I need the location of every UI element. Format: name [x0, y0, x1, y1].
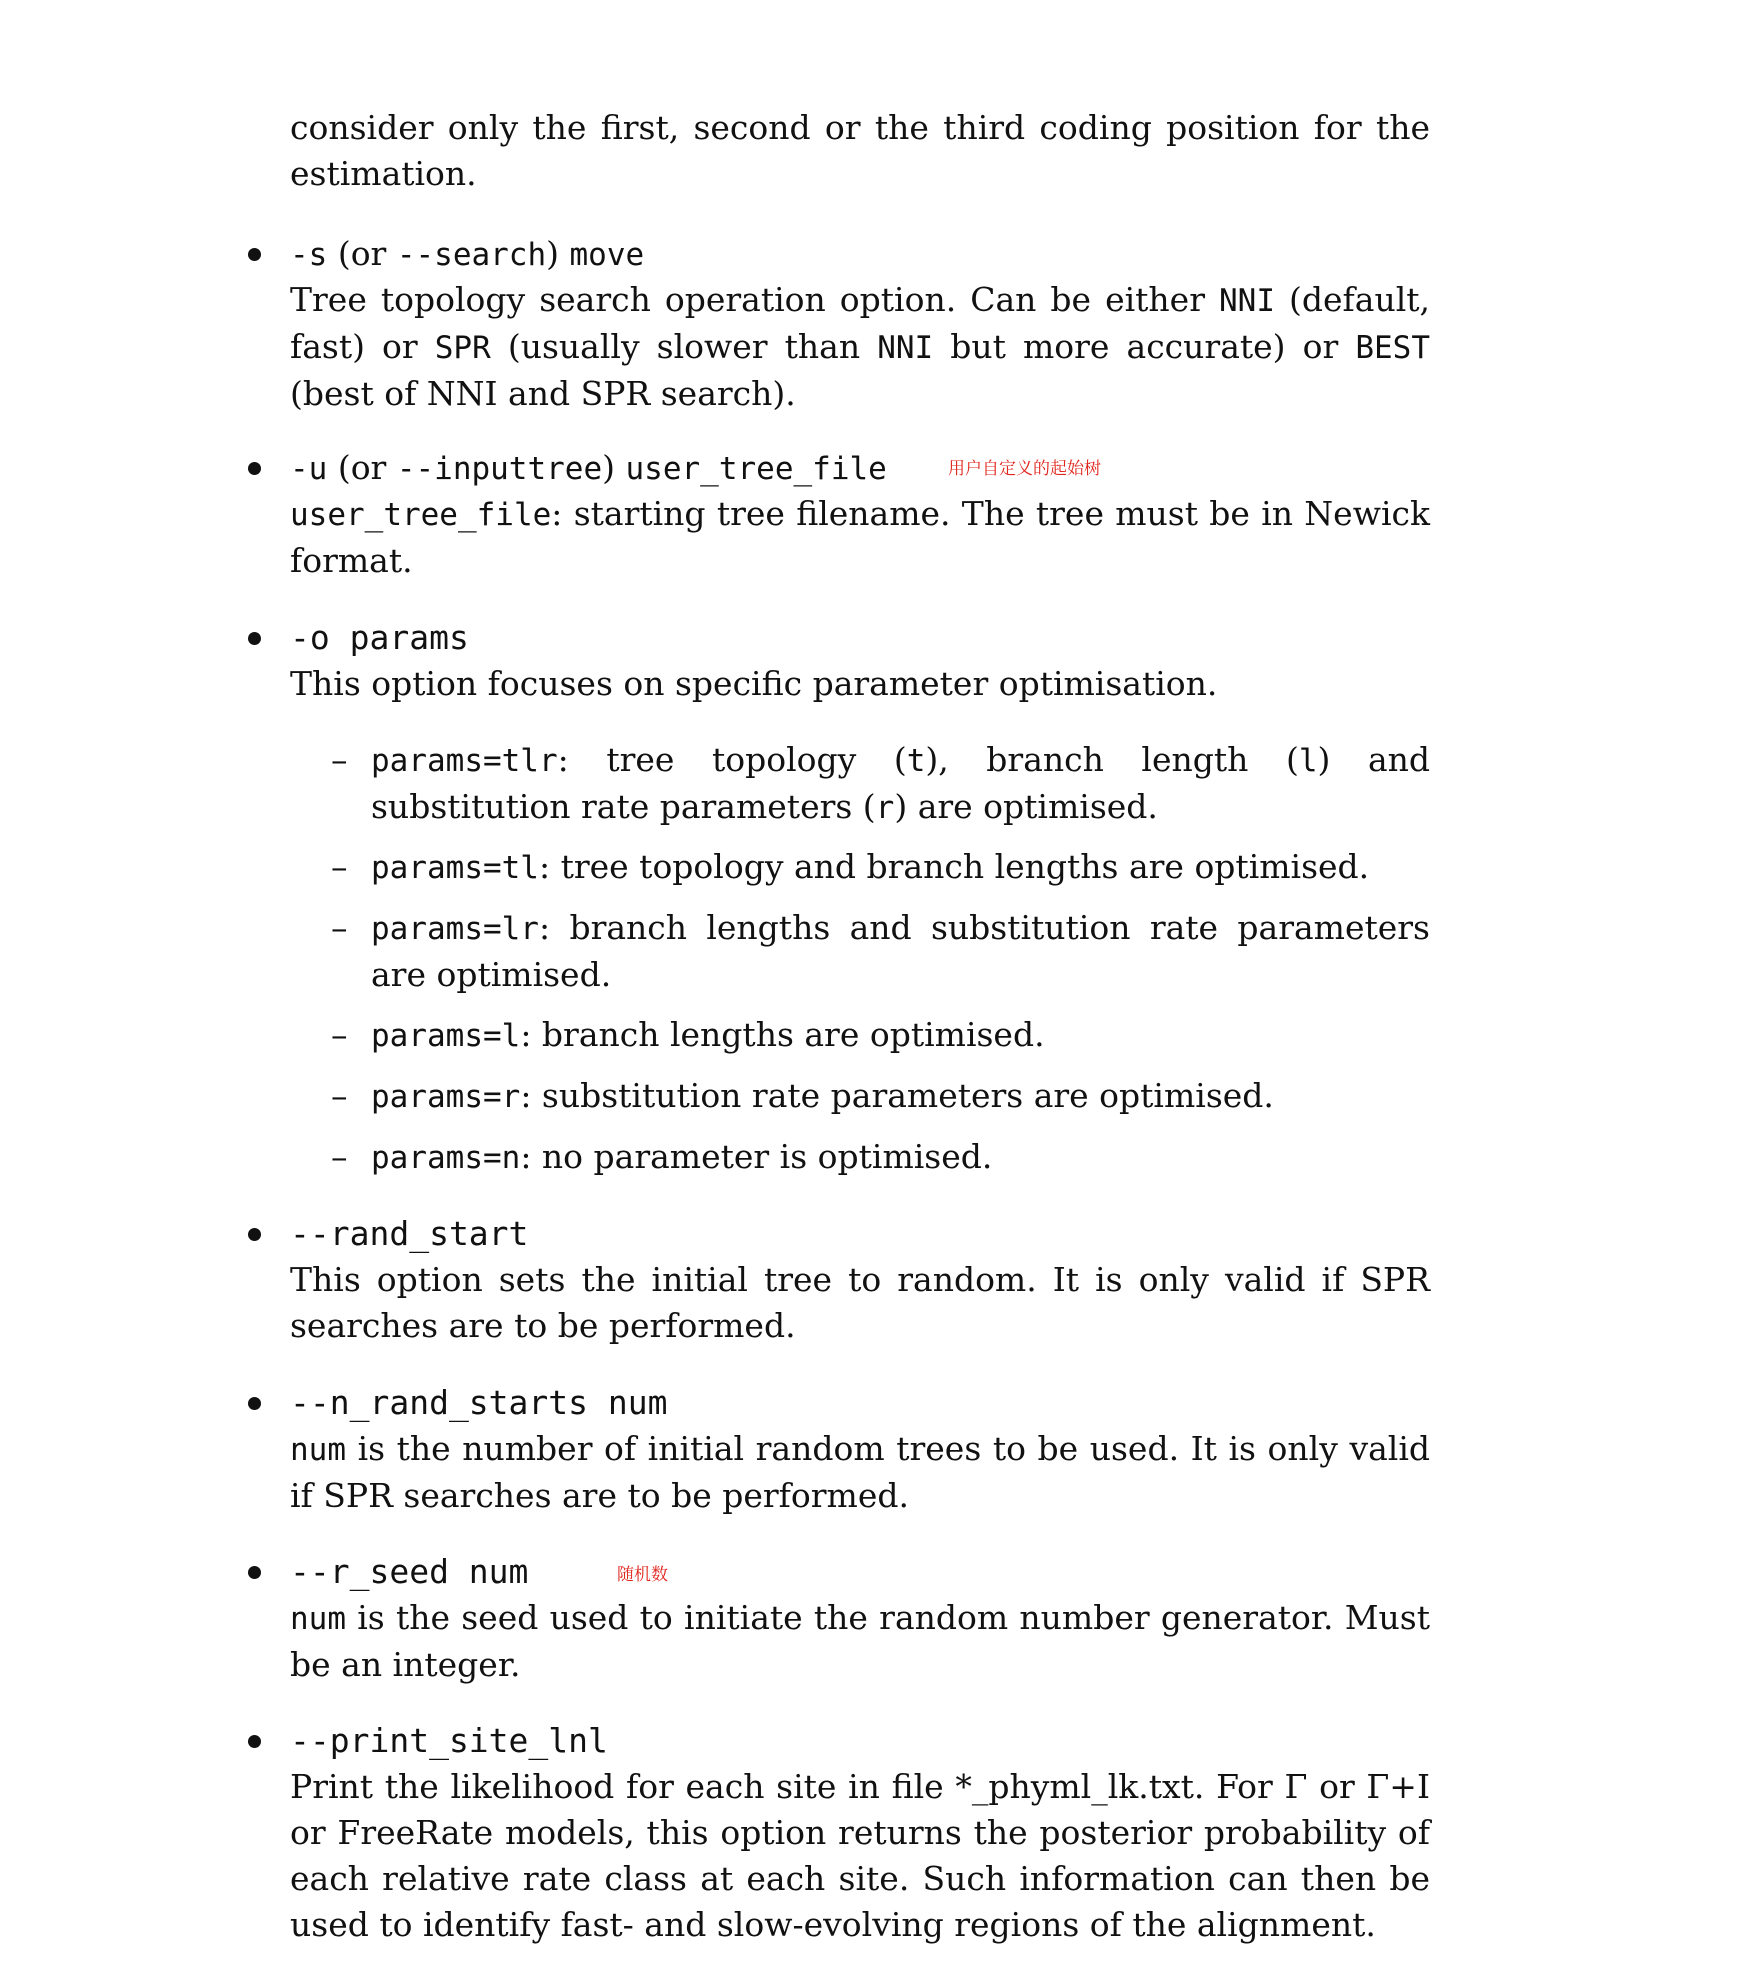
- option-n-rand-starts: [290, 1380, 1430, 1519]
- params-subitem: – params=lr: branch lengths and substitution rate parameters are optimised.: [331, 908, 1430, 994]
- bullet-icon: [248, 248, 261, 261]
- intro-paragraph: [290, 105, 1430, 197]
- option-r-seed-heading: --r_seed num: [290, 1552, 529, 1591]
- option-r-seed-description: num is the seed used to initiate the random number generator. Must be an integer.: [290, 1598, 1430, 1684]
- option-search-heading: -s (or --search) move: [290, 234, 645, 273]
- intro-text: consider only the first, second or the third coding position for the estimation.: [290, 108, 1430, 193]
- option-params-heading: -o params: [290, 618, 469, 657]
- bullet-icon: [248, 1228, 261, 1241]
- option-print-site-lnl-heading: --print_site_lnl: [290, 1721, 608, 1760]
- bullet-icon: [248, 462, 261, 475]
- option-print-site-lnl: [290, 1718, 1430, 1948]
- params-subitem: – params=l: branch lengths are optimised.: [331, 1015, 1045, 1054]
- option-search-description: Tree topology search operation option. Can be either NNI (default, fast) or SPR (usually slower than NNI but more accurate) or BEST (best of NNI and SPR search).: [290, 280, 1431, 413]
- option-inputtree-heading: -u (or --inputtree) user_tree_file: [290, 448, 887, 487]
- option-inputtree-description: user_tree_file: starting tree filename. The tree must be in Newick format.: [290, 494, 1430, 580]
- option-rand-start-description: This option sets the initial tree to random. It is only valid if SPR searches are to be performed.: [290, 1260, 1430, 1345]
- option-n-rand-starts-description: num is the number of initial random trees to be used. It is only valid if SPR searches are to be performed.: [290, 1429, 1430, 1515]
- params-subitem: – params=r: substitution rate parameters are optimised.: [331, 1076, 1274, 1115]
- option-r-seed: [290, 1549, 1430, 1688]
- option-n-rand-starts-heading: --n_rand_starts num: [290, 1383, 668, 1422]
- option-search: [290, 231, 1430, 417]
- params-subitem: – params=n: no parameter is optimised.: [331, 1137, 993, 1176]
- bullet-icon: [248, 1566, 261, 1579]
- option-params: [290, 615, 1430, 707]
- option-rand-start-heading: --rand_start: [290, 1214, 529, 1253]
- handwritten-annotation: 随机数: [617, 1565, 668, 1585]
- option-params-description: This option focuses on specific parameter optimisation.: [290, 664, 1218, 703]
- option-inputtree: [290, 445, 1430, 584]
- handwritten-annotation: 用户自定义的起始树: [948, 459, 1101, 479]
- params-subitem: – params=tl: tree topology and branch lengths are optimised.: [331, 847, 1370, 886]
- option-rand-start: [290, 1211, 1430, 1349]
- bullet-icon: [248, 632, 261, 645]
- option-print-site-lnl-description: Print the likelihood for each site in file *_phyml_lk.txt. For Γ or Γ+I or FreeRate models, this option returns the posterior probability of each relative rate class at each site. Such information can then be used to identify fast- and slow-evolving regions of the alignment.: [290, 1767, 1430, 1944]
- params-subitem: – params=tlr: tree topology (t), branch length (l) and substitution rate parameters (r) are optimised.: [331, 740, 1430, 826]
- bullet-icon: [248, 1735, 261, 1748]
- bullet-icon: [248, 1397, 261, 1410]
